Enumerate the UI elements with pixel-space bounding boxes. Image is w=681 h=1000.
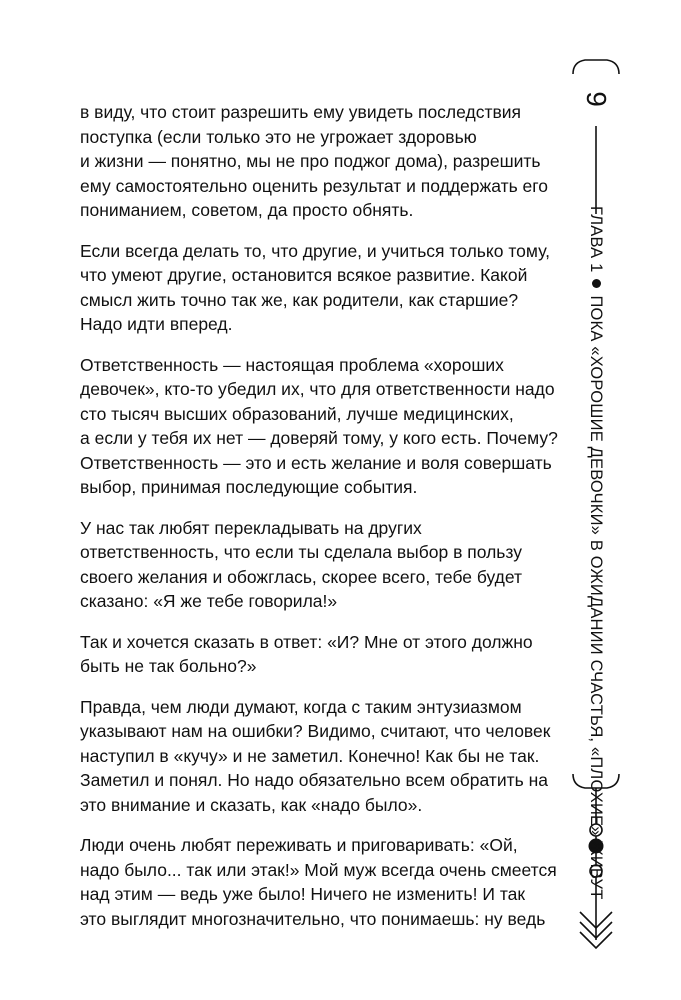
- text-line: сто тысяч высших образований, лучше медицинских,: [80, 403, 514, 424]
- text-line: Заметил и понял. Но надо обязательно всем обратить на: [80, 770, 548, 790]
- paragraph: [80, 516, 523, 614]
- text-line: Так и хочется сказать в ответ: «И? Мне от этого должно: [80, 631, 533, 652]
- text-line: что умеют другие, остановится всякое развитие. Какой: [80, 265, 528, 285]
- text-line: это внимание и сказать, как «надо было».: [80, 794, 423, 815]
- text-line: над этим — ведь уже было! Ничего не изменить! И так: [80, 884, 526, 904]
- text-line: Надо идти вперед.: [80, 314, 233, 334]
- text-line: своего желания и обожглась, скорее всего, тебе будет: [80, 566, 523, 587]
- text-line: поступка (если только это не угрожает здоровью: [80, 126, 477, 147]
- text-line: Ответственность — это и есть желание и воля совершать: [80, 452, 552, 473]
- text-line: Ответственность — настоящая проблема «хороших: [80, 354, 504, 375]
- paragraph: [80, 833, 557, 931]
- text-line: ему самостоятельно оценить результат и поддержать его: [80, 175, 549, 196]
- paragraph: [80, 630, 533, 679]
- paragraph: [80, 695, 551, 818]
- text-line: девочек», кто-то убедил их, что для ответственности надо: [80, 379, 555, 399]
- text-line: выбор, принимая последующие события.: [80, 477, 418, 497]
- text-line: У нас так любят перекладывать на других: [80, 517, 422, 538]
- text-line: наступил в «кучу» и не заметил. Конечно! Как бы не так.: [80, 745, 540, 766]
- text-line: это выглядит многозначительно, что понимаешь: ну ведь: [80, 908, 546, 929]
- body-text: [80, 100, 558, 947]
- text-line: и жизни — понятно, мы не про поджог дома), разрешить: [80, 151, 541, 171]
- text-line: сказано: «Я же тебе говорила!»: [80, 591, 338, 611]
- text-line: указывают нам на ошибки? Видимо, считают, что человек: [80, 721, 551, 741]
- text-line: пониманием, советом, да просто обнять.: [80, 200, 414, 220]
- text-line: ответственность, что если ты сделала выбор в пользу: [80, 542, 522, 562]
- text-line: Если всегда делать то, что другие, и учиться только тому,: [80, 240, 550, 261]
- text-line: быть не так больно?»: [80, 656, 257, 676]
- book-title: ПОКА «ХОРОШИЕ ДЕВОЧКИ» В ОЖИДАНИИ СЧАСТЬЯ, «ПЛОХИЕ» ЖИВУТ: [587, 295, 605, 900]
- text-line: а если у тебя их нет — доверяй тому, у кого есть. Почему?: [80, 428, 558, 448]
- bullet-separator-icon: [592, 279, 601, 288]
- text-line: Правда, чем люди думают, когда с таким энтузиазмом: [80, 696, 522, 717]
- paragraph: [80, 100, 549, 223]
- paragraph: [80, 353, 558, 500]
- chapter-label: ГЛАВА 1: [587, 206, 605, 273]
- text-line: смысл жить точно так же, как родители, как старшие?: [80, 289, 519, 310]
- text-line: в виду, что стоит разрешить ему увидеть последствия: [80, 102, 522, 122]
- top-bracket-ornament: [573, 60, 619, 214]
- running-header: [585, 206, 607, 900]
- paragraph: [80, 239, 550, 337]
- text-line: Люди очень любят переживать и приговаривать: «Ой,: [80, 835, 518, 855]
- text-line: надо было... так или этак!» Мой муж всегда очень смеется: [80, 859, 557, 880]
- page-number: 9: [581, 91, 612, 107]
